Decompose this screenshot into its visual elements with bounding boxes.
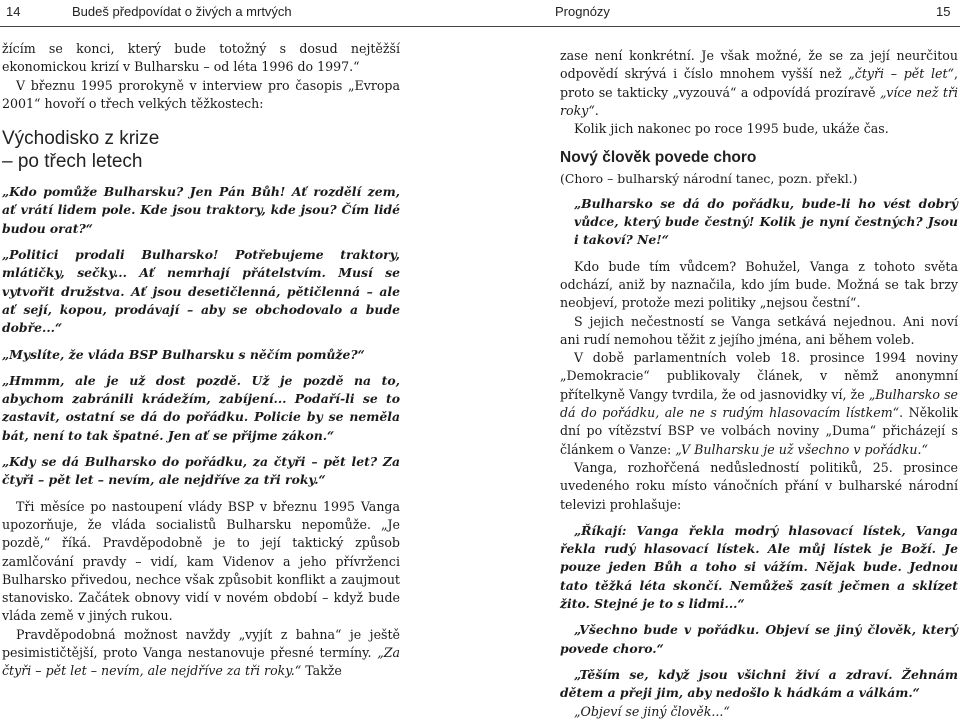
text-span: , proto se takticky „vyzouvá“ a odpovídá prozíravě <box>560 66 958 100</box>
right-running-title: Prognózy <box>555 4 610 19</box>
dialogue-quote: „Politici prodali Bulharsko! Potřebujeme traktory, mlátičky, sečky... Ať nemrhají přátelstvím. Musí se vytvořit družstva. Ať jsou desetičlenná, pětičlenná – ale ať sejí, kopou, prodávají – aby se obchodovalo a bude dobře...“ <box>2 247 400 336</box>
body-paragraph: Tři měsíce po nastoupení vlády BSP v březnu 1995 Vanga upozorňuje, že vláda socialistů Bulharsku nepomůže. „Je pozdě,“ říká. Pravděpodobně je to její taktický způsob zamlčování pravdy – vidí, kam Videnov a jeho přívrženci Bulharsko přivedou, nechce však způsobit konflikt a zaujmout stanovisko. Začátek obnovy vidí v novém období – když bude vláda země v jiných rukou. <box>2 498 400 624</box>
body-paragraph: Kdo bude tím vůdcem? Bohužel, Vanga z tohoto světa odchází, aniž by naznačila, kdo jím bude. Možná se tak brzy neobjeví, protože mezi politiky „nejsou čestní“. <box>560 258 958 311</box>
dialogue-quote: „Myslíte, že vláda BSP Bulharsku s něčím pomůže?“ <box>2 346 365 362</box>
left-running-title: Budeš předpovídat o živých a mrtvých <box>72 4 292 19</box>
intro-paragraph: V březnu 1995 prorokyně v interview pro časopis „Evropa 2001“ hovoří o třech velkých těžkostech: <box>2 77 400 111</box>
closing-quote: „Objeví se jiný člověk...“ <box>574 703 730 719</box>
right-page-number: 15 <box>936 4 951 19</box>
text-span: . Několik dní po vítězství BSP ve volbách noviny „Duma“ přicházejí s článkem o Vanze: <box>560 405 958 457</box>
section-heading: Nový člověk povede choro <box>560 149 757 167</box>
body-paragraph <box>560 47 958 120</box>
intro-paragraph: žícím se konci, který bude totožný s dosud nejtěžší ekonomickou krizí v Bulharsku – od léta 1996 do 1997.“ <box>2 41 400 75</box>
quote-block: „Bulharsko se dá do pořádku, bude-li ho vést dobrý vůdce, který bude čestný! Kolik je nyní čestných? Jsou i takoví? Ne!“ <box>574 195 958 248</box>
dialogue-quote: „Říkají: Vanga řekla modrý hlasovací lístek, Vanga řekla rudý hlasovací lístek. Ale můj lístek je Boží. Je pouze jeden Bůh a toho si vážím. Nějak bude. Jednou tato těžká léta skončí. Nemůžeš zasít ječmen a sklízet žito. Stejné je to s lidmi...“ <box>560 522 958 612</box>
inline-quote: „Za čtyři – pět let – nevím, ale nejdříve za tři roky.“ <box>2 645 400 679</box>
body-paragraph: S jejich nečestností se Vanga setkává nejednou. Ani noví ani rudí nemohou těžit z jejího jména, ani během voleb. <box>560 313 958 347</box>
body-paragraph: Vanga, rozhořčená nedůsledností politiků, 25. prosince uvedeného roku místo vánočních přání v bulharské národní televizi prohlašuje: <box>560 459 958 512</box>
dialogue-quote: „Hmmm, ale je už dost pozdě. Už je pozdě na to, abychom zabránili krádežím, zabíjení... Podaří-li se to zastavit, ostatní se dá do pořádku. Policie by se neměla bát, není to tak špatné. Jen ať se přijme zákon.“ <box>2 372 400 443</box>
section-heading-line: – po třech letech <box>2 151 143 173</box>
right-column <box>560 47 958 721</box>
text-span: . <box>594 102 599 118</box>
section-heading <box>2 127 400 173</box>
body-paragraph <box>2 626 400 681</box>
inline-quote: „více než tři roky“ <box>560 84 958 118</box>
text-span: zase není konkrétní. Je však možné, že se za její neurčitou odpovědí skrývá i číslo mnohem vyšší než <box>560 48 958 82</box>
section-subheading: (Choro – bulharský národní tanec, pozn. překl.) <box>560 171 858 187</box>
inline-quote: „Bulharsko se dá do pořádku, ale ne s rudým hlasovacím lístkem“ <box>560 386 959 421</box>
dialogue-quote: „Všechno bude v pořádku. Objeví se jiný člověk, který povede choro.“ <box>560 622 958 656</box>
inline-quote: „V Bulharsku je už všechno v pořádku.“ <box>675 441 928 457</box>
left-column <box>2 40 400 681</box>
page-header <box>0 0 960 27</box>
text-span: V době parlamentních voleb 18. prosince 1994 noviny „Demokracie“ publikovaly článek, v němž anonymní přítelkyně Vangy tvrdila, že od jasnovidky ví, že <box>560 350 958 402</box>
text-span: Pravděpodobná možnost navždy „vyjít z bahna“ je ještě pesimističtější, proto Vanga nestanovuje přesné termíny. <box>2 626 400 661</box>
dialogue-quote: „Kdy se dá Bulharsko do pořádku, za čtyři – pět let? Za čtyři – pět let – nevím, ale nejdříve za tři roky.“ <box>2 454 400 488</box>
left-page-number: 14 <box>6 4 21 19</box>
inline-quote: „čtyři – pět let“ <box>848 66 954 82</box>
body-paragraph <box>560 349 958 459</box>
section-heading-line: Východisko z krize <box>2 128 160 150</box>
text-span: Takže <box>301 663 342 679</box>
dialogue-quote: „Těším se, když jsou všichni živí a zdraví. Žehnám dětem a přeji jim, aby nedošlo k hádkám a válkám.“ <box>560 666 958 701</box>
body-paragraph: Kolik jich nakonec po roce 1995 bude, ukáže čas. <box>574 121 889 137</box>
dialogue-quote: „Kdo pomůže Bulharsku? Jen Pán Bůh! Ať rozdělí zem, ať vrátí lidem pole. Kde jsou traktory, kde jsou? Čím lidé budou orat?“ <box>2 184 400 236</box>
